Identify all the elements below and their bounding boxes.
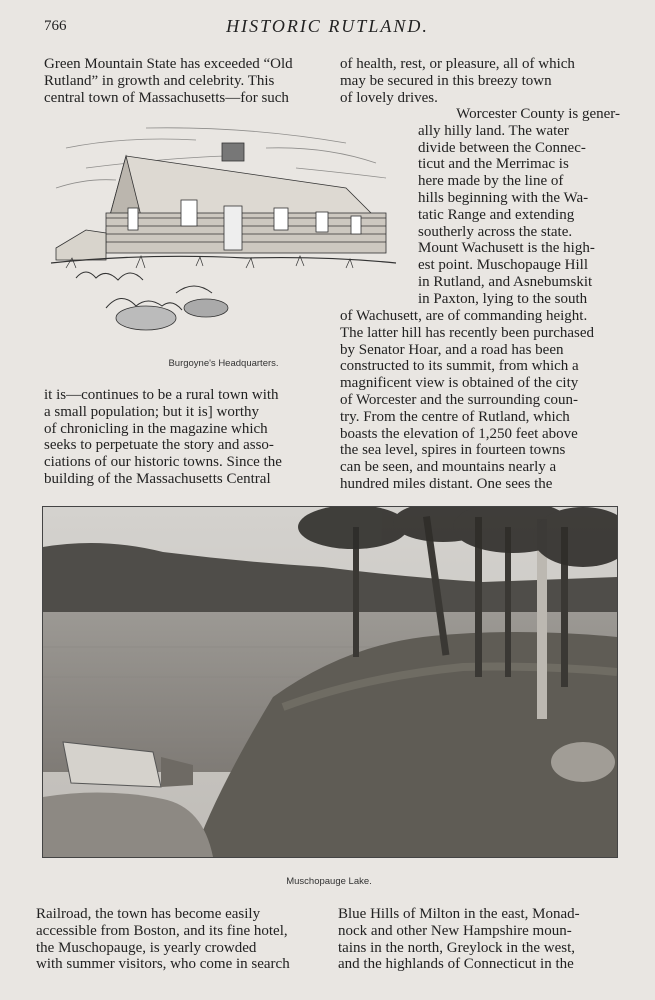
- right-column-top: [340, 56, 620, 106]
- text-line: Worcester County is gener-: [456, 106, 620, 122]
- text-line: by Senator Hoar, and a road has been: [340, 341, 564, 358]
- text-line: accessible from Boston, and its fine hotel,: [36, 922, 288, 939]
- text-line: the Muschopauge, is yearly crowded: [36, 939, 257, 956]
- text-line: hundred miles distant. One sees the: [340, 475, 553, 492]
- right-column-bottom: [338, 906, 622, 973]
- text-line: central town of Massachusetts—for such: [44, 89, 289, 106]
- text-line: nock and other New Hampshire moun-: [338, 922, 572, 939]
- text-line: tains in the north, Greylock in the west,: [338, 939, 576, 956]
- text-line: of Worcester and the surrounding coun-: [340, 391, 579, 408]
- burgoynes-headquarters-illustration: [46, 118, 401, 348]
- text-line: hills beginning with the Wa-: [418, 189, 589, 206]
- text-line: may be secured in this breezy town: [340, 72, 552, 89]
- text-line: of health, rest, or pleasure, all of which: [340, 56, 575, 72]
- text-line: ally hilly land. The water: [418, 122, 569, 139]
- figure-1-caption: Burgoyne's Headquarters.: [168, 358, 279, 369]
- muschopauge-lake-photo: [42, 506, 618, 858]
- right-column-beside-figure: [418, 106, 620, 308]
- page-number: 766: [44, 18, 67, 34]
- text-line: divide between the Connec-: [418, 139, 586, 156]
- left-column-bottom: [36, 906, 318, 973]
- text-line: ticut and the Merrimac is: [418, 156, 569, 173]
- text-line: in Rutland, and Asnebumskit: [418, 273, 593, 290]
- text-line: est point. Muschopauge Hill: [418, 257, 588, 274]
- text-line: here made by the line of: [418, 173, 564, 190]
- text-line: can be seen, and mountains nearly a: [340, 459, 557, 476]
- text-line: Blue Hills of Milton in the east, Monad-: [338, 906, 580, 922]
- text-line: Railroad, the town has become easily: [36, 906, 261, 922]
- text-line: it is—continues to be a rural town with: [44, 387, 279, 403]
- text-line: a small population; but it is] worthy: [44, 403, 259, 420]
- text-line: constructed to its summit, from which a: [340, 358, 579, 375]
- text-line: boasts the elevation of 1,250 feet above: [340, 425, 578, 442]
- text-line: southerly across the state.: [418, 223, 573, 240]
- figure-2-caption: Muschopauge Lake.: [286, 876, 372, 887]
- left-column-after-figure: [44, 387, 322, 488]
- text-line: Green Mountain State has exceeded “Old: [44, 56, 293, 72]
- text-line: in Paxton, lying to the south: [418, 290, 588, 307]
- text-line: of Wachusett, are of commanding height.: [340, 308, 588, 324]
- text-line: tatic Range and extending: [418, 206, 575, 223]
- text-line: Rutland” in growth and celebrity. This: [44, 72, 275, 89]
- text-line: Mount Wachusett is the high-: [418, 240, 595, 257]
- text-line: seeks to perpetuate the story and asso-: [44, 437, 274, 454]
- left-column-top: [44, 56, 322, 106]
- text-line: and the highlands of Connecticut in the: [338, 956, 574, 973]
- text-line: of chronicling in the magazine which: [44, 420, 268, 437]
- text-line: with summer visitors, who come in search: [36, 956, 290, 973]
- text-line: of lovely drives.: [340, 89, 438, 106]
- text-line: ciations of our historic towns. Since the: [44, 454, 282, 471]
- text-line: building of the Massachusetts Central: [44, 470, 271, 487]
- text-line: try. From the centre of Rutland, which: [340, 408, 570, 425]
- text-line: the sea level, spires in fourteen towns: [340, 442, 566, 459]
- running-title: HISTORIC RUTLAND.: [226, 16, 429, 36]
- text-line: magnificent view is obtained of the city: [340, 375, 579, 392]
- text-line: The latter hill has recently been purchased: [340, 324, 595, 341]
